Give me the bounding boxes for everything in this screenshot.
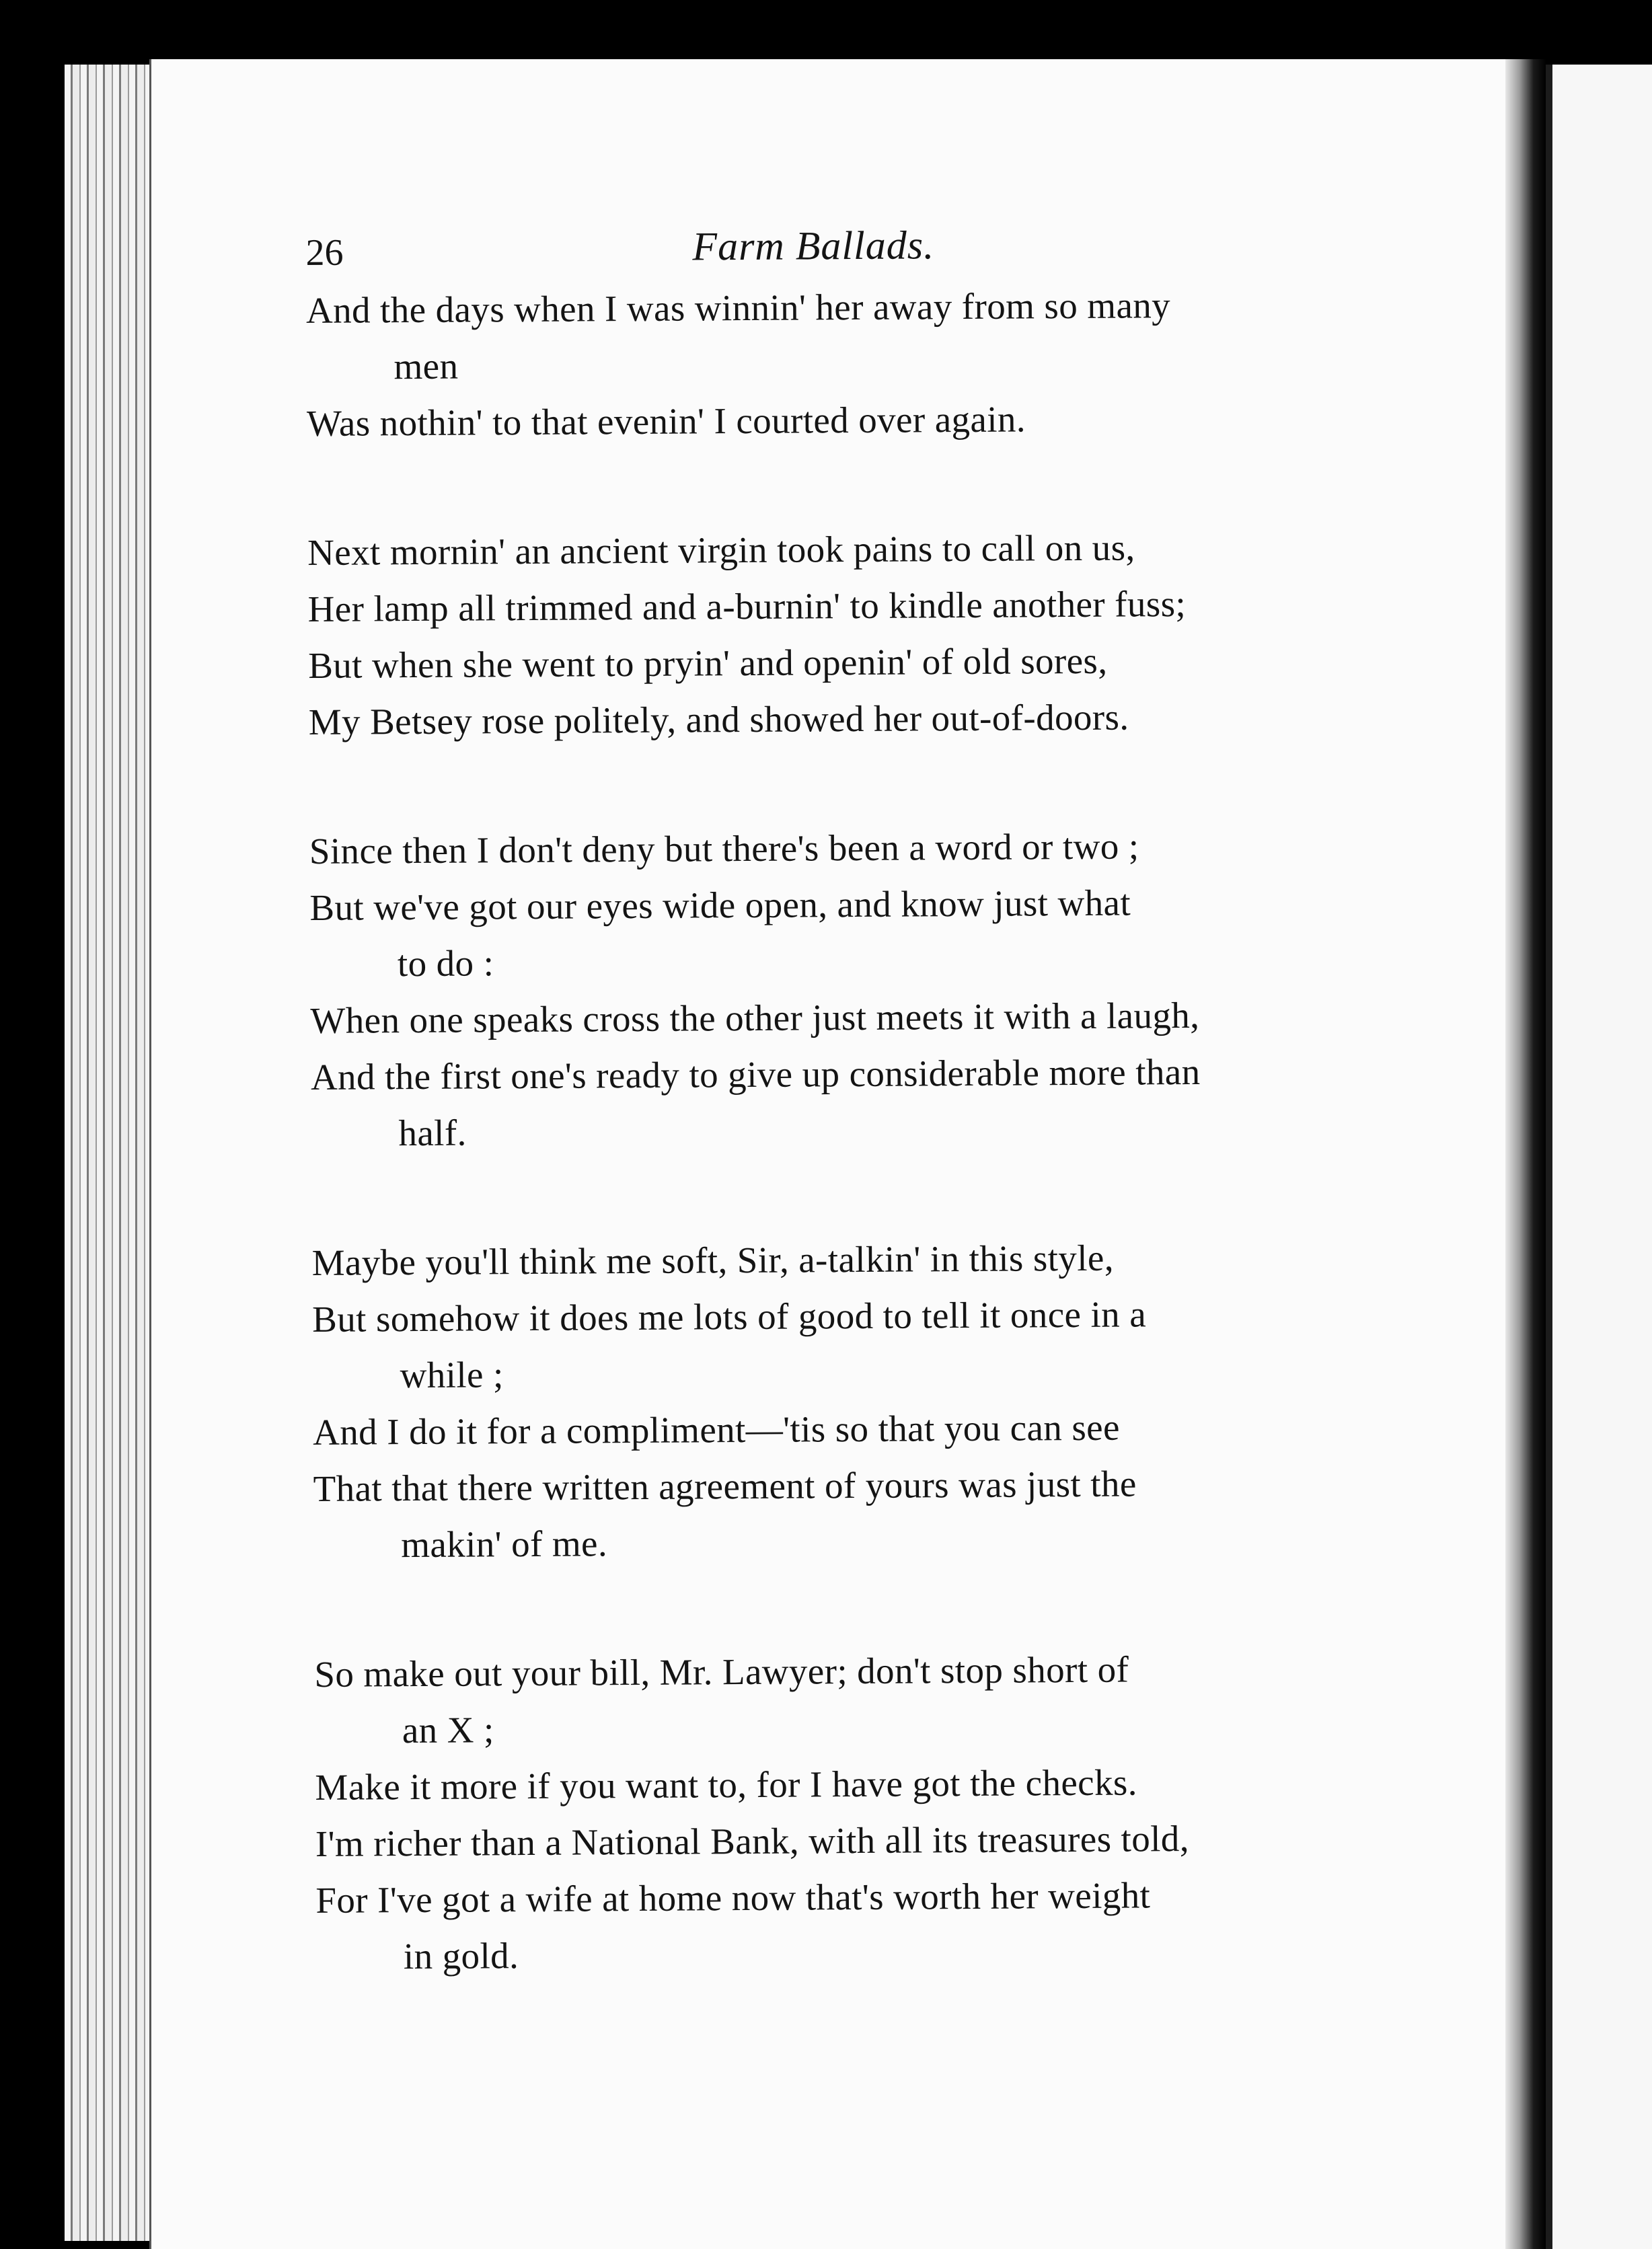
verse-line: Next mornin' an ancient virgin took pains to call on us, xyxy=(307,527,1135,573)
verse-line: So make out your bill, Mr. Lawyer; don't stop short of xyxy=(314,1648,1129,1695)
verse-line-continuation: while ; xyxy=(400,1354,504,1396)
verse-line: My Betsey rose politely, and showed her out-of-doors. xyxy=(308,696,1129,742)
verse-line-continuation: men xyxy=(393,345,459,387)
verse-line-continuation: an X ; xyxy=(402,1709,494,1751)
page-edges xyxy=(65,65,152,2241)
verse-line: But somehow it does me lots of good to tell it once in a xyxy=(311,1293,1147,1340)
verse-line: Her lamp all trimmed and a-burnin' to kindle another fuss; xyxy=(307,583,1187,630)
stanza xyxy=(314,1640,1460,1985)
verse-line: But we've got our eyes wide open, and know just what xyxy=(309,882,1131,928)
verse-line-continuation: makin' of me. xyxy=(401,1523,608,1566)
verse-line: For I've got a wife at home now that's worth her weight xyxy=(315,1874,1151,1921)
stanza xyxy=(309,816,1455,1162)
page-header xyxy=(305,195,1450,282)
page-content xyxy=(305,195,1460,2058)
verse-line-continuation: to do : xyxy=(397,942,494,985)
book-gutter xyxy=(1505,59,1546,2249)
stanza xyxy=(307,518,1452,751)
verse-line-continuation: in gold. xyxy=(403,1935,519,1977)
poem-body xyxy=(306,276,1460,1985)
verse-line: Make it more if you want to, for I have got the checks. xyxy=(315,1761,1138,1808)
verse-line: Maybe you'll think me soft, Sir, a-talkin' in this style, xyxy=(311,1237,1115,1283)
stanza xyxy=(311,1228,1457,1574)
facing-page-edge xyxy=(1546,65,1652,2249)
stanza xyxy=(306,276,1451,452)
verse-line: And I do it for a compliment—'tis so that you can see xyxy=(312,1406,1120,1453)
verse-line: That that there written agreement of yours was just the xyxy=(313,1463,1137,1509)
verse-line-continuation: half. xyxy=(398,1112,467,1154)
verse-line: And the first one's ready to give up considerable more than xyxy=(310,1051,1201,1098)
verse-line: I'm richer than a National Bank, with all its treasures told, xyxy=(315,1818,1190,1864)
verse-line: But when she went to pryin' and openin' of old sores, xyxy=(308,640,1108,686)
verse-line: Was nothin' to that evenin' I courted over again. xyxy=(306,398,1026,444)
verse-line: Since then I don't deny but there's been a word or two ; xyxy=(309,825,1139,872)
page-number: 26 xyxy=(305,231,344,274)
running-head: Farm Ballads. xyxy=(692,223,935,269)
verse-line: And the days when I was winnin' her away from so many xyxy=(305,284,1171,331)
verse-line: When one speaks cross the other just meets it with a laugh, xyxy=(310,994,1200,1041)
